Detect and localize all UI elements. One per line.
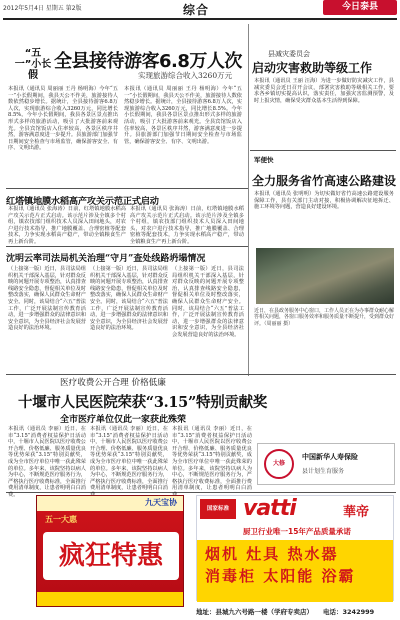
holiday-body-col1: 本报讯（通讯员 周丽丽 王丹 杨明海）今年“五一”小长假期间，我县天公不作美，旅游接待人数依然稳步增长。据统计，全县接待游客6.8万人次，实现旅游综合收入3260万元，同比增长8.5%。今年小长假期间，我县各景区景点推出形式多样的旅游活动，吸引了大批游客前来观光。全县宾馆饭店入住率较高，各景区秩序井然，游客满意度进一步提升。县旅游部门加强节日期间安全检查与市场监管，确保游客安全、有序、文明出游。	[8, 86, 118, 152]
issue-date: 2012年5月4日 星期五 第2版	[3, 5, 82, 12]
section-divider	[6, 374, 396, 375]
section-divider	[6, 188, 248, 189]
disaster-body: 本报讯（通讯员 王丽 汪海）为进一步做好防灾减灾工作，县减灾委员会近日召开会议，部署灾害救助等级相关工作，要求各乡镇切实提高认识，落实责任，加强灾害监测预警，及时上报灾情，确保受灾群众基本生活得到保障。	[254, 78, 394, 104]
justice-body-col1: （上接第一版）近日，县司法局组织机关干部深入基层，针对群众反映的问题开展专项整治，认真排查线路安全隐患，督促相关单位及时整改落实，确保人民群众生命财产安全。同时，该局结合“六五”普法工作，广泛开展法制宣传教育活动，进一步增强群众的法律意识和安全意识，为全县经济社会发展营造良好的法治环境。	[8, 266, 86, 332]
vatti-logo: vatti	[243, 496, 296, 521]
holiday-kicker: “五一”小长假	[14, 48, 52, 81]
justice-body-col3: （上接第一版）近日，县司法局组织机关干部深入基层，针对群众反映的问题开展专项整治，认真排查线路安全隐患，督促相关单位及时整改落实，确保人民群众生命财产安全。同时，该局结合“六五”普法工作，广泛开展法制宣传教育活动，进一步增强群众的法律意识和安全意识，为全县经济社会发展营造良好的法治环境。	[172, 266, 244, 338]
vatti-products-line1: 烟机 灶具 热水器	[205, 545, 339, 563]
holiday-body-col2: 本报讯（通讯员 周丽丽 王丹 杨明海）今年“五一”小长假期间，我县天公不作美，旅游接待人数依然稳步增长。据统计，全县接待游客6.8万人次，实现旅游综合收入3260万元，同比增长8.5%。今年小长假期间，我县各景区景点推出形式多样的旅游活动，吸引了大批游客前来观光。全县宾馆饭店入住率较高，各景区秩序井然，游客满意度进一步提升。县旅游部门加强节日期间安全检查与市场监管，确保游客安全、有序、文明出游。	[124, 86, 242, 145]
section-divider	[250, 150, 396, 151]
vatti-address: 地址：县城九六号路一楼（学府专卖店）	[196, 608, 313, 616]
photo-caption: 近日，在县政务服务中心窗口，工作人员正在为办事群众耐心解答相关问题，各窗口服务效率和服务质量不断提升，受到群众好评。（周丽丽 摄）	[254, 308, 395, 327]
medical-body-col3: 本报讯（通讯员 李丽）近日，在市“3.15”消费者权益保护日活动中，十堰市人民医院以医疗收费公开合理、价格低廉、服务质量优良等优势荣获“3.15”特别贡献奖，成为全市医疗单位中唯一获此殊荣的单位。多年来，该院坚持以病人为中心，不断规范医疗服务行为，严格执行医疗收费标准，全面推行费用清单制度，让患者明明白白消	[172, 426, 252, 492]
disaster-kicker: 县减灾委员会	[268, 50, 310, 58]
service-body: 本报讯（通讯员 张明明）为切实做好省竹高速公路建设服务保障工作，县有关部门主动对接，积极协调解决征地拆迁、施工环境等问题，营造良好建设环境。	[254, 191, 394, 211]
news-photo	[256, 248, 394, 304]
holiday-subhead: 实现旅游综合收入3260万元	[138, 71, 233, 80]
justice-body-col2: （上接第一版）近日，县司法局组织机关干部深入基层，针对群众反映的问题开展专项整治，认真排查线路安全隐患，督促相关单位及时整改落实，确保人民群众生命财产安全。同时，该局结合“六五”普法工作，广泛开展法制宣传教育活动，进一步增强群众的法律意识和安全意识，为全县经济社会发展营造良好的法治环境。	[90, 266, 168, 332]
promo-ad-tagline: 五一大惠	[45, 515, 77, 524]
vatti-products-line2: 消毒柜 太阳能 浴霸	[205, 567, 356, 585]
rice-body-col1: 本报讯（通讯员 张海涛）日前，红塔镇地膜水稻高产攻关示范片正式启动。该示范片涉及全镇多个村组，镇农技部门组织技术人员深入田间地头，对农户进行技术指导，推广地膜覆盖、合理密植等配套技术，力争实现水稻高产稳产，带动全镇粮食生产再上新台阶。	[8, 206, 126, 245]
medical-body-col1: 本报讯（通讯员 李丽）近日，在市“3.15”消费者权益保护日活动中，十堰市人民医院以医疗收费公开合理、价格低廉、服务质量优良等优势荣获“3.15”特别贡献奖，成为全市医疗单位中唯一获此殊荣的单位。多年来，该院坚持以病人为中心，不断规范医疗服务行为，严格执行医疗收费标准，全面推行费用清单制度，让患者明明白白消费。	[8, 426, 86, 498]
medical-subhead: 全市医疗单位仅此一家获此殊荣	[60, 415, 187, 425]
rice-body-col2: 本报讯（通讯员 张海涛）日前，红塔镇地膜水稻高产攻关示范片正式启动。该示范片涉及全镇多个村组，镇农技部门组织技术人员深入田间地头，对农户进行技术指导，推广地膜覆盖、合理密植等配套技术，力争实现水稻高产稳产，带动全镇粮食生产再上新台阶。	[130, 206, 244, 245]
holiday-headline: 全县接待游客6.8万人次	[54, 51, 242, 72]
promo-ad	[36, 495, 184, 607]
promo-ad-brand: 九天宝协	[145, 498, 177, 507]
insurance-emblem-icon: 大修	[264, 449, 294, 479]
insurance-sub: 县计划生育服务	[302, 468, 345, 475]
medical-kicker: 医疗收费公开合理 价格低廉	[60, 378, 166, 388]
vatti-tel: 电话：3242999	[323, 608, 375, 616]
service-label: 军便快	[254, 156, 274, 164]
section-divider	[6, 246, 248, 247]
promo-ad-big-text: 疯狂特惠	[43, 532, 179, 580]
rice-headline: 红塔镇地膜水稻高产攻关示范正式启动	[6, 196, 159, 207]
service-headline: 全力服务省竹高速公路建设	[252, 174, 397, 188]
vatti-cn-name: 華帝	[343, 505, 370, 520]
insurance-name: 中国新华人寿保险	[302, 453, 358, 461]
justice-headline: 沈明云率司法局机关治理“守月”查处线路坍塌情况	[6, 254, 206, 264]
section-title: 综合	[183, 3, 210, 17]
disaster-headline: 启动灾害救助等级工作	[252, 61, 373, 75]
vatti-ad	[196, 495, 394, 601]
insurance-box	[257, 443, 395, 485]
medical-headline: 十堰市人民医院荣获“3.15”特别贡献奖	[18, 394, 267, 411]
newspaper-logo: 今日泰县	[323, 0, 397, 15]
vatti-slogan: 厨卫行业唯一15年产品质量承诺	[243, 527, 351, 536]
masthead-rule	[3, 18, 397, 20]
medical-body-col2: 本报讯（通讯员 李丽）近日，在市“3.15”消费者权益保护日活动中，十堰市人民医院以医疗收费公开合理、价格低廉、服务质量优良等优势荣获“3.15”特别贡献奖，成为全市医疗单位中唯一获此殊荣的单位。多年来，该院坚持以病人为中心，不断规范医疗服务行为，严格执行医疗收费标准，全面推行费用清单制度，让患者明明白白消	[90, 426, 168, 492]
section-divider	[6, 492, 396, 493]
masthead	[0, 0, 400, 22]
vatti-badge: 国家标准	[200, 499, 236, 519]
column-divider	[248, 24, 249, 376]
promo-ad-foot	[37, 592, 183, 606]
